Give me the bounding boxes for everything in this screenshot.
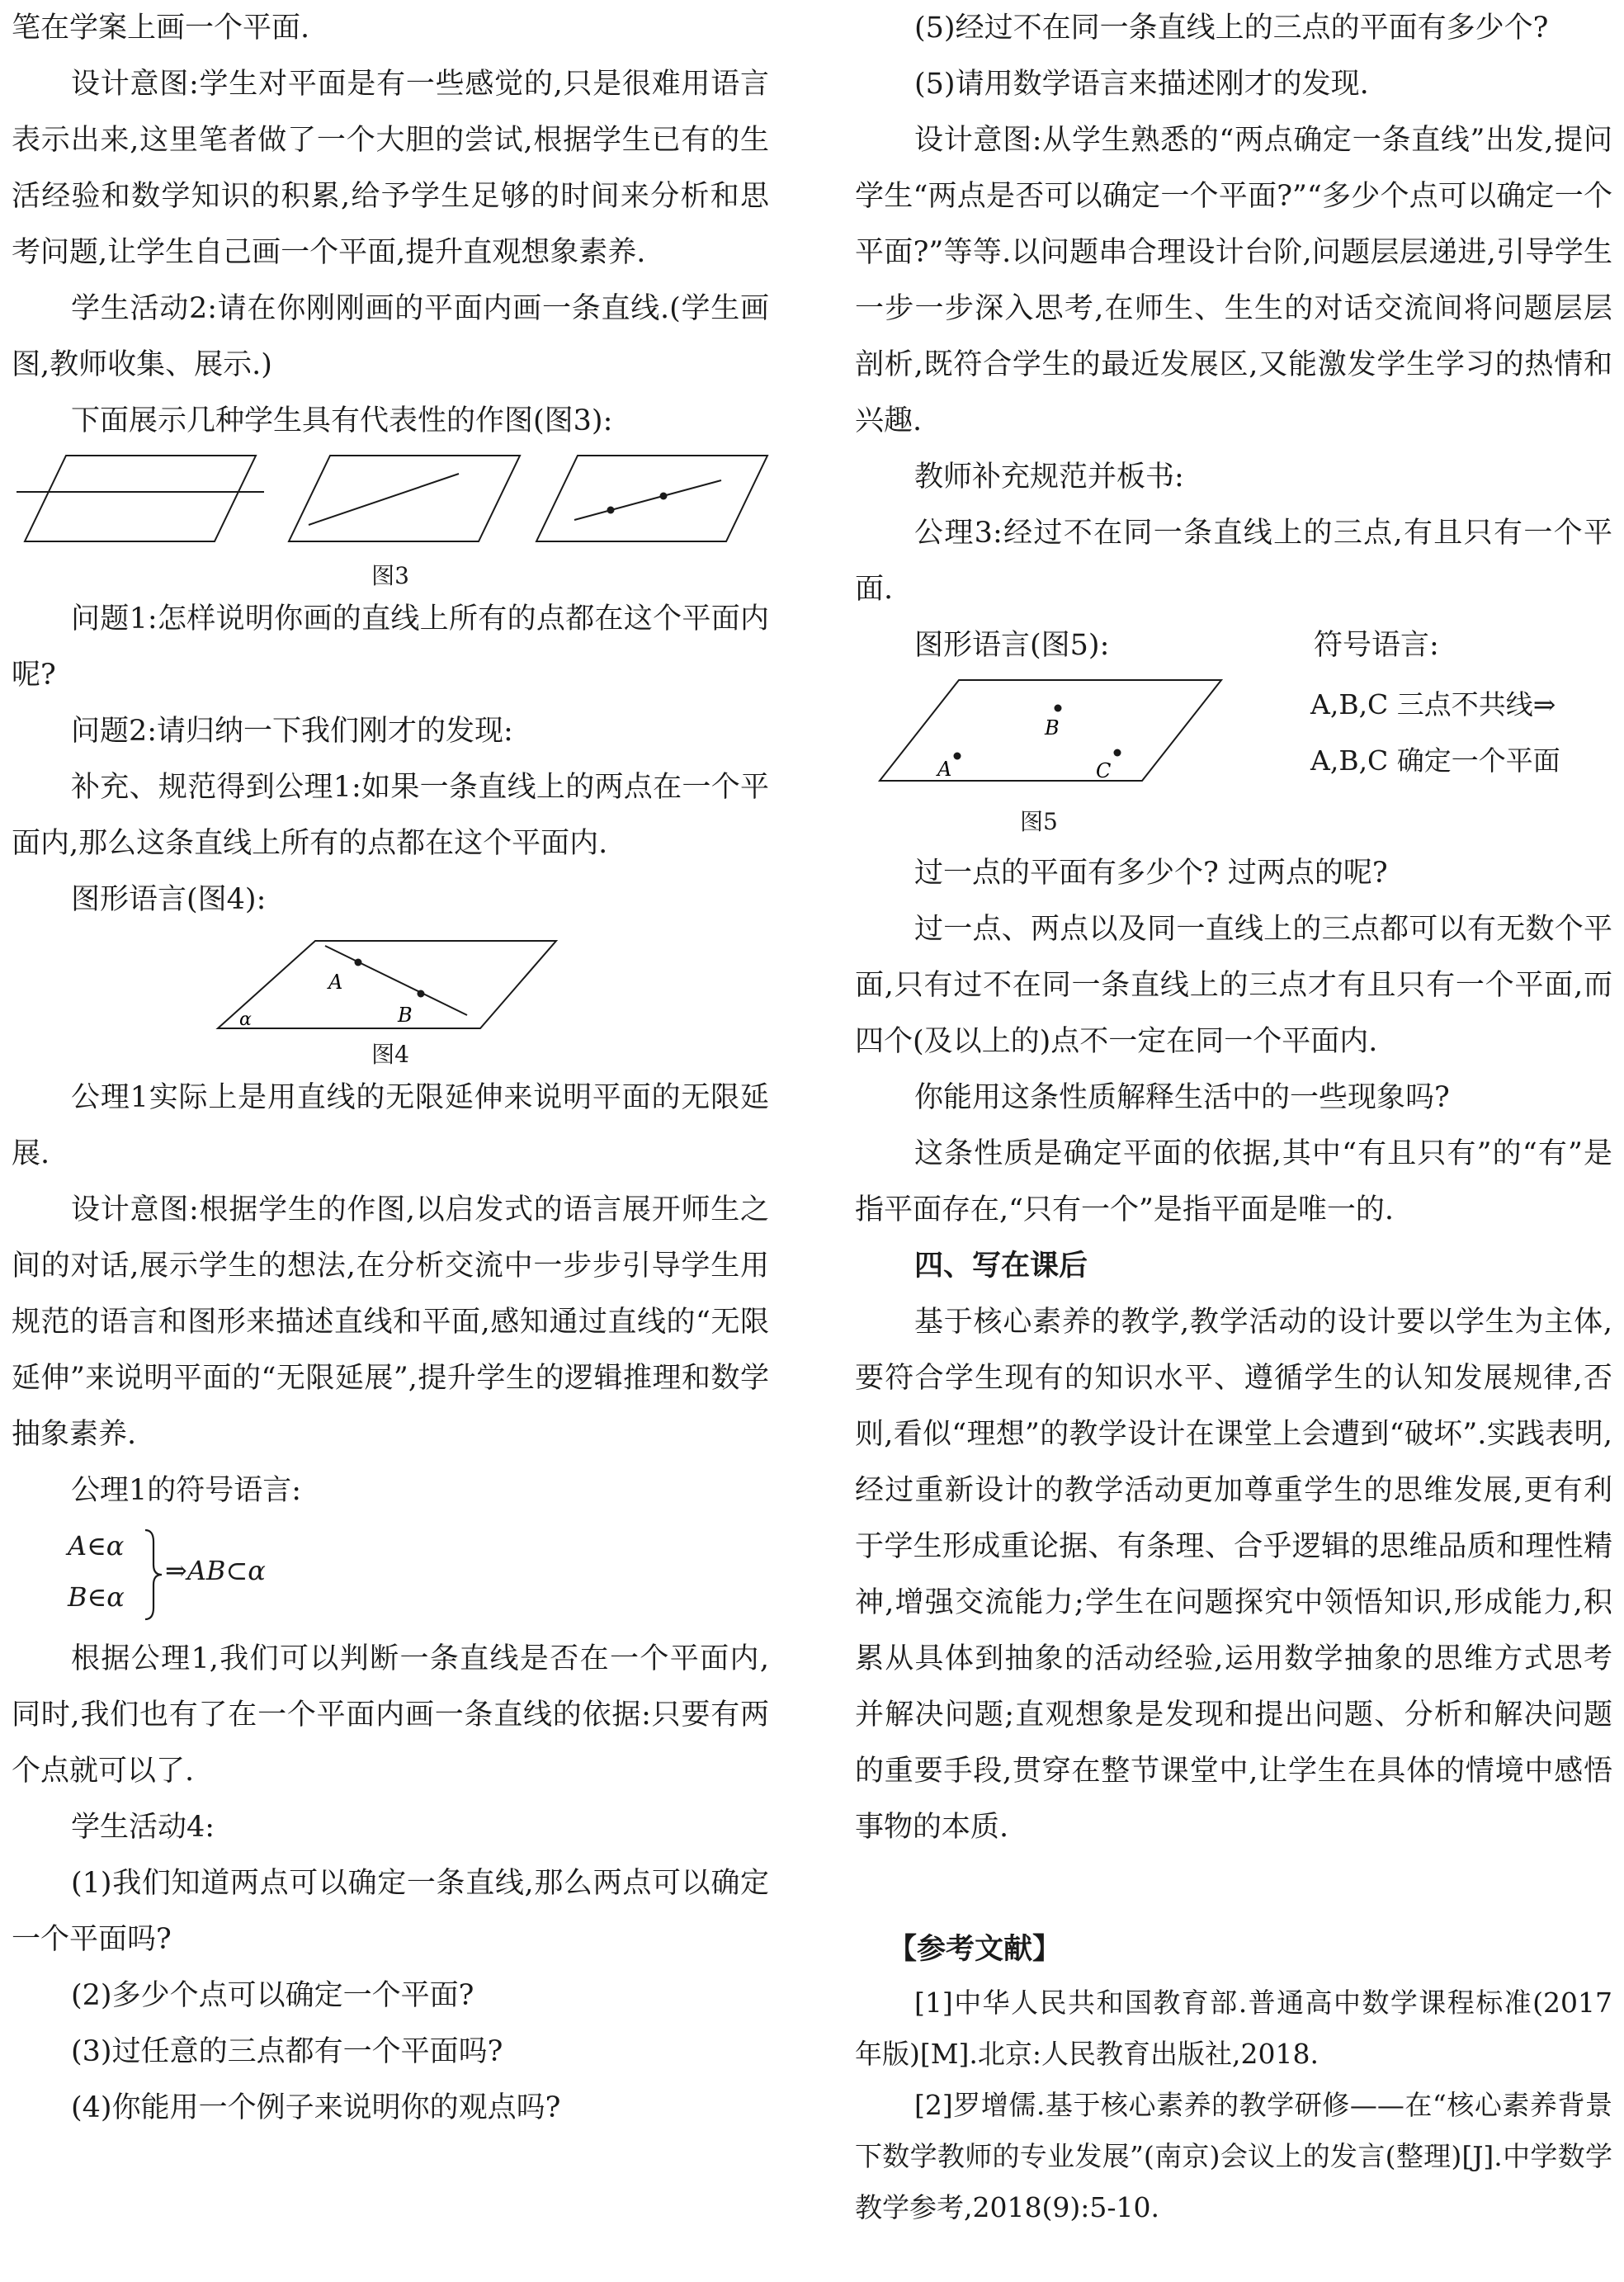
figure-3-intro: 下面展示几种学生具有代表性的作图(图3): bbox=[71, 404, 613, 437]
figure-3 bbox=[12, 449, 769, 591]
point-a bbox=[954, 753, 961, 760]
paragraph: 根据公理1,我们可以判断一条直线是否在一个平面内,同时,我们也有了在一个平面内画一条直线的依据:只要有两个点就可以了. bbox=[12, 1642, 769, 1788]
list-item: (2)多少个点可以确定一个平面? bbox=[71, 1979, 474, 2012]
question-1: 问题1:怎样说明你画的直线上所有的点都在这个平面内呢? bbox=[12, 602, 769, 692]
list-item: (5)请用数学语言来描述刚才的发现. bbox=[914, 68, 1369, 101]
point-b bbox=[418, 990, 425, 998]
plane-1 bbox=[25, 456, 256, 541]
plane bbox=[218, 941, 556, 1028]
figure-5-caption: 图5 bbox=[1020, 808, 1058, 835]
axiom-1-symbols bbox=[12, 1519, 769, 1631]
figure-4-intro: 图形语言(图4): bbox=[71, 883, 267, 916]
point bbox=[607, 507, 615, 514]
line-ab bbox=[325, 946, 467, 1015]
label-alpha: α bbox=[239, 1009, 252, 1030]
figure-5-drawing bbox=[855, 677, 1268, 784]
reference-item: [2]罗增儒.基于核心素养的教学研修——在“核心素养背景下数学教师的专业发展”(南京)会议上的发言(整理)[J].中学数学教学参考,2018(9):5-10. bbox=[855, 2089, 1612, 2223]
point-a bbox=[355, 959, 362, 966]
student-activity-4: 学生活动4: bbox=[71, 1811, 215, 1844]
figure-5-block bbox=[855, 617, 1612, 845]
references-title: 【参考文献】 bbox=[888, 1933, 1062, 1966]
paragraph: 教师补充规范并板书: bbox=[914, 461, 1184, 494]
paragraph: 过一点的平面有多少个? 过两点的呢? bbox=[914, 857, 1388, 890]
list-item: (5)经过不在同一条直线上的三点的平面有多少个? bbox=[914, 12, 1549, 45]
list-item: (4)你能用一个例子来说明你的观点吗? bbox=[71, 2091, 561, 2124]
list-item: (1)我们知道两点可以确定一条直线,那么两点可以确定一个平面吗? bbox=[12, 1867, 769, 1956]
label-c: C bbox=[1096, 759, 1112, 782]
figure-4-caption: 图4 bbox=[371, 1041, 409, 1068]
label-b: B bbox=[398, 1004, 413, 1027]
figure-3-caption: 图3 bbox=[371, 562, 409, 589]
math-result: ⇒AB⊂α bbox=[165, 1555, 266, 1586]
math-line-1: A∈α bbox=[68, 1530, 125, 1561]
axiom-1: 补充、规范得到公理1:如果一条直线上的两点在一个平面内,那么这条直线上所有的点都在这个平面内. bbox=[12, 771, 769, 860]
design-intent-paragraph: 设计意图:从学生熟悉的“两点确定一条直线”出发,提问学生“两点是否可以确定一个平面?”“多少个点可以确定一个平面?”等等.以问题串合理设计台阶,问题层层递进,引导学生一步一步深入思考,在师生、生生的对话交流间将问题层层剖析,既符合学生的最近发展区,又能激发学生学习的热情和兴趣. bbox=[855, 124, 1612, 437]
figure-5-intro: 图形语言(图5): bbox=[914, 629, 1110, 662]
math-line-2: B∈α bbox=[68, 1581, 125, 1613]
symbol-line-2: A,B,C 确定一个平面 bbox=[1310, 744, 1560, 777]
right-column bbox=[855, 0, 1612, 2233]
symbol-line-1: A,B,C 三点不共线⇒ bbox=[1310, 688, 1556, 721]
figure-4 bbox=[12, 928, 769, 1070]
plane-2 bbox=[289, 456, 520, 541]
paragraph: 你能用这条性质解释生活中的一些现象吗? bbox=[914, 1081, 1450, 1114]
left-column bbox=[12, 0, 769, 2136]
paragraph: 过一点、两点以及同一直线上的三点都可以有无数个平面,只有过不在同一条直线上的三点才有且只有一个平面,而四个(及以上的)点不一定在同一个平面内. bbox=[855, 913, 1612, 1058]
student-activity-2: 学生活动2:请在你刚刚画的平面内画一条直线.(学生画图,教师收集、展示.) bbox=[12, 292, 769, 381]
figure-4-drawing bbox=[12, 928, 769, 1035]
question-2: 问题2:请归纳一下我们刚才的发现: bbox=[71, 715, 513, 748]
paragraph: 基于核心素养的教学,教学活动的设计要以学生为主体,要符合学生现有的知识水平、遵循学生的认知发展规律,否则,看似“理想”的教学设计在课堂上会遭到“破坏”.实践表明,经过重新设计的教学活动更加尊重学生的思维发展,更有利于学生形成重论据、有条理、合乎逻辑的思维品质和理性精神,增强交流能力;学生在问题探究中领悟知识,形成能力,积累从具体到抽象的活动经验,运用数学抽象的思维方式思考并解决问题;直观想象是发现和提出问题、分析和解决问题的重要手段,贯穿在整节课堂中,让学生在具体的情境中感悟事物的本质. bbox=[855, 1306, 1612, 1844]
reference-item: [1]中华人民共和国教育部.普通高中数学课程标准(2017年版)[M].北京:人民教育出版社,2018. bbox=[855, 1987, 1612, 2070]
paragraph: 公理1实际上是用直线的无限延伸来说明平面的无限延展. bbox=[12, 1081, 769, 1170]
line-3 bbox=[574, 480, 721, 520]
paragraph: 这条性质是确定平面的依据,其中“有且只有”的“有”是指平面存在,“只有一个”是指平面是唯一的. bbox=[855, 1137, 1612, 1226]
symbol-language-label: 符号语言: bbox=[1314, 629, 1439, 662]
label-a: A bbox=[328, 971, 343, 994]
design-intent-paragraph: 设计意图:根据学生的作图,以启发式的语言展开师生之间的对话,展示学生的想法,在分析交流中一步步引导学生用规范的语言和图形来描述直线和平面,感知通过直线的“无限延伸”来说明平面的“无限延展”,提升学生的逻辑推理和数学抽象素养. bbox=[12, 1193, 769, 1451]
list-item: (3)过任意的三点都有一个平面吗? bbox=[71, 2035, 503, 2068]
spacer bbox=[855, 1855, 1612, 1921]
point bbox=[660, 493, 668, 500]
paragraph: 笔在学案上画一个平面. bbox=[12, 12, 310, 45]
figure-3-drawings bbox=[12, 449, 769, 556]
point-c bbox=[1114, 749, 1121, 757]
brace bbox=[144, 1527, 163, 1623]
label-b: B bbox=[1045, 716, 1060, 739]
symbol-language-intro: 公理1的符号语言: bbox=[71, 1474, 302, 1507]
line-2 bbox=[309, 474, 459, 525]
design-intent-paragraph: 设计意图:学生对平面是有一些感觉的,只是很难用语言表示出来,这里笔者做了一个大胆的尝试,根据学生已有的生活经验和数学知识的积累,给予学生足够的时间来分析和思考问题,让学生自己画一个平面,提升直观想象素养. bbox=[12, 68, 769, 269]
point-b bbox=[1055, 705, 1062, 712]
section-heading: 四、写在课后 bbox=[914, 1250, 1088, 1283]
label-a: A bbox=[937, 758, 952, 781]
axiom-3: 公理3:经过不在同一条直线上的三点,有且只有一个平面. bbox=[855, 517, 1612, 606]
